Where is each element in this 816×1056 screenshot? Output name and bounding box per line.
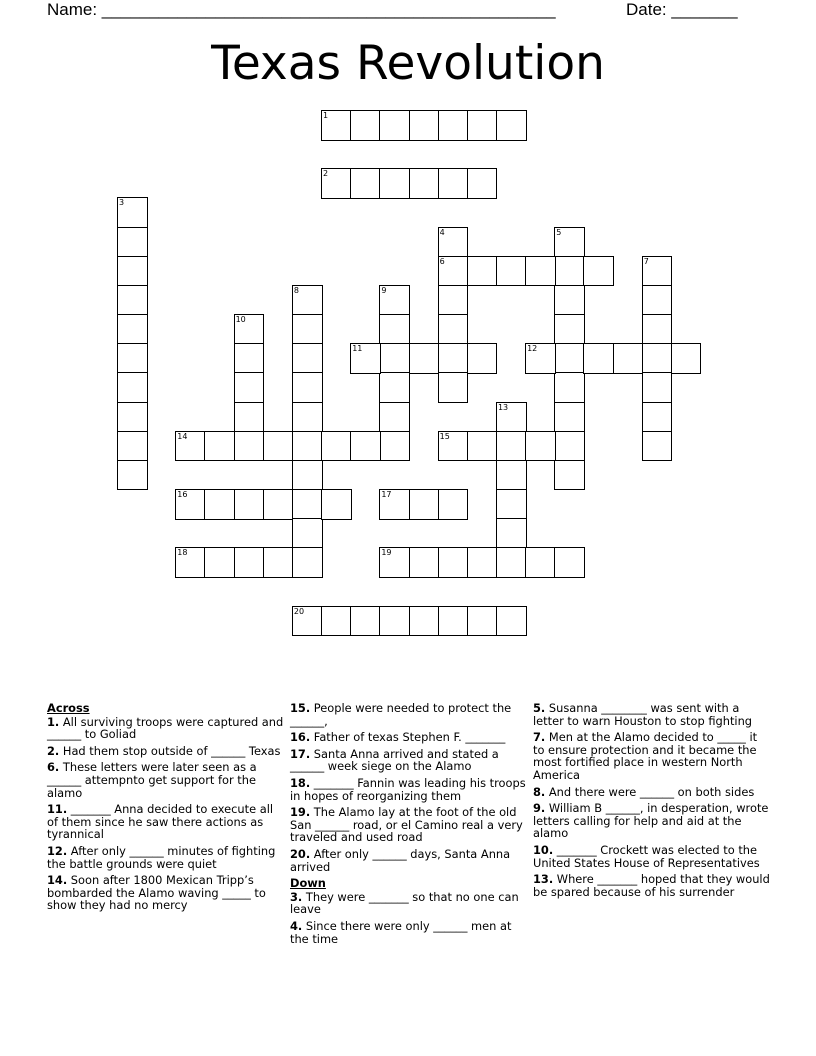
- clues-column-2: [290, 702, 528, 949]
- clue-text: After only ______ minutes of fighting the battle grounds were quiet: [47, 843, 276, 871]
- grid-cell[interactable]: [321, 489, 352, 520]
- page-title: Texas Revolution: [211, 36, 605, 91]
- grid-cell[interactable]: [642, 314, 673, 345]
- grid-cell[interactable]: [263, 431, 294, 462]
- clue-across-18: [290, 777, 528, 802]
- grid-cell[interactable]: [642, 343, 673, 374]
- down-heading: Down: [290, 876, 326, 891]
- grid-cell[interactable]: [642, 402, 673, 433]
- grid-cell[interactable]: [438, 372, 469, 403]
- clue-text: All surviving troops were captured and ______ to Goliad: [47, 714, 284, 742]
- grid-cell[interactable]: [438, 168, 469, 199]
- grid-cell[interactable]: [234, 372, 265, 403]
- grid-cell[interactable]: [117, 402, 148, 433]
- grid-cell[interactable]: [554, 431, 585, 462]
- cell-number: 2: [323, 169, 329, 179]
- grid-cell[interactable]: [496, 489, 527, 520]
- grid-cell[interactable]: [204, 431, 235, 462]
- grid-cell[interactable]: [175, 431, 206, 462]
- clue-text: Men at the Alamo decided to _____ it to ensure protection and it became the most fortified place in western North America: [533, 730, 758, 782]
- grid-cell[interactable]: [379, 343, 410, 374]
- clue-text: Since there were only ______ men at the time: [290, 918, 512, 946]
- grid-cell[interactable]: [554, 372, 585, 403]
- grid-cell[interactable]: [467, 343, 498, 374]
- grid-cell[interactable]: [379, 372, 410, 403]
- clue-number: 5.: [533, 701, 546, 715]
- grid-cell[interactable]: [438, 547, 469, 578]
- grid-cell[interactable]: [204, 547, 235, 578]
- clue-down-10: [533, 844, 771, 869]
- grid-cell[interactable]: [642, 372, 673, 403]
- grid-cell[interactable]: [467, 110, 498, 141]
- cell-number: 5: [556, 227, 562, 237]
- clue-number: 13.: [533, 872, 554, 887]
- grid-cell[interactable]: [117, 343, 148, 374]
- clue-across-15: [290, 702, 528, 727]
- grid-cell[interactable]: [292, 606, 323, 637]
- cell-number: 12: [527, 344, 538, 354]
- grid-cell[interactable]: [438, 431, 469, 462]
- clue-text: These letters were later seen as a ______ attempnto get support for the alamo: [47, 760, 257, 800]
- clue-number: 16.: [290, 730, 311, 745]
- clue-down-9: [533, 802, 771, 840]
- grid-cell[interactable]: [234, 431, 265, 462]
- clue-text: They were _______ so that no one can leave: [290, 889, 519, 917]
- grid-cell[interactable]: [409, 343, 440, 374]
- clue-number: 7.: [533, 730, 546, 745]
- clue-down-8: [533, 786, 771, 799]
- clue-number: 1.: [47, 714, 60, 729]
- clue-number: 10.: [533, 842, 554, 857]
- grid-cell[interactable]: [525, 547, 556, 578]
- cell-number: 4: [439, 227, 445, 237]
- grid-cell[interactable]: [321, 110, 352, 141]
- grid-cell[interactable]: [642, 285, 673, 316]
- cell-number: 14: [177, 431, 188, 441]
- grid-cell[interactable]: [292, 489, 323, 520]
- grid-cell[interactable]: [438, 314, 469, 345]
- clue-number: 4.: [290, 918, 303, 933]
- clue-across-11: [47, 803, 285, 841]
- grid-cell[interactable]: [175, 489, 206, 520]
- grid-cell[interactable]: [409, 110, 440, 141]
- grid-cell[interactable]: [525, 256, 556, 287]
- clue-number: 20.: [290, 846, 311, 861]
- grid-cell[interactable]: [292, 343, 323, 374]
- clue-text: The Alamo lay at the foot of the old San ______ road, or el Camino real a very traveled and used road: [290, 805, 523, 845]
- grid-cell[interactable]: [350, 343, 381, 374]
- grid-cell[interactable]: [496, 606, 527, 637]
- grid-cell[interactable]: [438, 256, 469, 287]
- cell-number: 3: [119, 198, 125, 208]
- name-field[interactable]: Name: ________________________________________________: [47, 0, 556, 19]
- grid-cell[interactable]: [321, 606, 352, 637]
- grid-cell[interactable]: [350, 606, 381, 637]
- clue-across-16: [290, 731, 528, 744]
- grid-cell[interactable]: [671, 343, 702, 374]
- clue-text: Susanna ________ was sent with a letter to warn Houston to stop fighting: [533, 701, 753, 728]
- grid-cell[interactable]: [467, 431, 498, 462]
- clue-number: 19.: [290, 805, 311, 820]
- grid-cell[interactable]: [554, 343, 585, 374]
- clue-number: 18.: [290, 775, 311, 790]
- grid-cell[interactable]: [642, 256, 673, 287]
- grid-cell[interactable]: [117, 227, 148, 258]
- clue-number: 2.: [47, 743, 60, 758]
- cell-number: 11: [352, 344, 363, 354]
- date-field[interactable]: Date: _______: [626, 0, 738, 19]
- grid-cell[interactable]: [583, 343, 614, 374]
- clues-column-3: [533, 702, 771, 902]
- grid-cell[interactable]: [496, 431, 527, 462]
- grid-cell[interactable]: [117, 431, 148, 462]
- clue-down-5: [533, 702, 771, 727]
- grid-cell[interactable]: [292, 285, 323, 316]
- grid-cell[interactable]: [234, 547, 265, 578]
- grid-cell[interactable]: [263, 547, 294, 578]
- grid-cell[interactable]: [438, 227, 469, 258]
- grid-cell[interactable]: [117, 256, 148, 287]
- grid-cell[interactable]: [438, 110, 469, 141]
- clue-across-14: [47, 874, 285, 912]
- clue-number: 14.: [47, 873, 68, 888]
- grid-cell[interactable]: [554, 402, 585, 433]
- grid-cell[interactable]: [554, 227, 585, 258]
- grid-cell[interactable]: [379, 168, 410, 199]
- grid-cell[interactable]: [379, 489, 410, 520]
- grid-cell[interactable]: [467, 168, 498, 199]
- grid-cell[interactable]: [409, 606, 440, 637]
- grid-cell[interactable]: [554, 285, 585, 316]
- grid-cell[interactable]: [321, 431, 352, 462]
- grid-cell[interactable]: [642, 431, 673, 462]
- clue-text: After only ______ days, Santa Anna arrived: [290, 846, 511, 874]
- clue-number: 8.: [533, 784, 546, 799]
- clue-number: 6.: [47, 760, 60, 775]
- clues-column-1: [47, 702, 285, 916]
- grid-cell[interactable]: [409, 168, 440, 199]
- grid-cell[interactable]: [496, 110, 527, 141]
- clue-across-20: [290, 848, 528, 873]
- grid-cell[interactable]: [117, 460, 148, 491]
- cell-number: 8: [293, 285, 299, 295]
- grid-cell[interactable]: [292, 314, 323, 345]
- cell-number: 6: [439, 256, 445, 266]
- grid-cell[interactable]: [438, 343, 469, 374]
- grid-cell[interactable]: [467, 547, 498, 578]
- grid-cell[interactable]: [583, 256, 614, 287]
- clue-across-19: [290, 806, 528, 844]
- cell-number: 17: [381, 489, 392, 499]
- clue-text: William B ______, in desperation, wrote letters calling for help and aid at the alamo: [533, 801, 769, 841]
- cell-number: 15: [439, 431, 450, 441]
- clue-text: People were needed to protect the ______,: [290, 701, 512, 728]
- clue-across-17: [290, 748, 528, 773]
- clue-number: 17.: [290, 746, 311, 761]
- grid-cell[interactable]: [554, 547, 585, 578]
- cell-number: 20: [293, 606, 305, 616]
- clue-text: Santa Anna arrived and stated a ______ week siege on the Alamo: [290, 746, 499, 774]
- grid-cell[interactable]: [234, 489, 265, 520]
- grid-cell[interactable]: [117, 314, 148, 345]
- clue-text: _______ Fannin was leading his troops in hopes of reorganizing them: [290, 775, 526, 803]
- grid-cell[interactable]: [379, 606, 410, 637]
- clue-text: _______ Crockett was elected to the United States House of Representatives: [533, 842, 760, 870]
- grid-cell[interactable]: [350, 431, 381, 462]
- grid-cell[interactable]: [554, 460, 585, 491]
- clue-text: Father of texas Stephen F. _______: [310, 730, 506, 745]
- grid-cell[interactable]: [525, 431, 556, 462]
- grid-cell[interactable]: [234, 314, 265, 345]
- grid-cell[interactable]: [117, 372, 148, 403]
- clue-down-7: [533, 731, 771, 781]
- grid-cell[interactable]: [292, 460, 323, 491]
- grid-cell[interactable]: [467, 606, 498, 637]
- grid-cell[interactable]: [496, 460, 527, 491]
- grid-cell[interactable]: [467, 256, 498, 287]
- grid-cell[interactable]: [496, 547, 527, 578]
- grid-cell[interactable]: [379, 431, 410, 462]
- cell-number: 1: [323, 111, 329, 120]
- grid-cell[interactable]: [117, 285, 148, 316]
- grid-cell[interactable]: [234, 402, 265, 433]
- cell-number: 18: [177, 548, 188, 558]
- grid-cell[interactable]: [525, 343, 556, 374]
- clue-number: 9.: [533, 801, 546, 816]
- clue-across-1: [47, 716, 285, 741]
- clue-across-12: [47, 845, 285, 870]
- grid-cell[interactable]: [379, 285, 410, 316]
- clue-text: Had them stop outside of ______ Texas: [59, 743, 281, 758]
- clue-across-2: [47, 745, 285, 758]
- grid-cell[interactable]: [117, 197, 148, 228]
- grid-cell[interactable]: [379, 402, 410, 433]
- grid-cell[interactable]: [379, 314, 410, 345]
- grid-cell[interactable]: [234, 343, 265, 374]
- grid-cell[interactable]: [438, 606, 469, 637]
- grid-cell[interactable]: [292, 402, 323, 433]
- clue-number: 12.: [47, 843, 68, 858]
- grid-cell[interactable]: [292, 431, 323, 462]
- across-heading: Across: [47, 701, 90, 715]
- clue-text: And there were ______ on both sides: [545, 784, 755, 799]
- grid-cell[interactable]: [292, 372, 323, 403]
- grid-cell[interactable]: [554, 314, 585, 345]
- grid-cell[interactable]: [409, 489, 440, 520]
- clue-text: Soon after 1800 Mexican Tripp’s bombarded the Alamo waving _____ to show they had no mercy: [47, 873, 266, 913]
- clue-down-3: [290, 891, 528, 916]
- clue-number: 15.: [290, 701, 311, 715]
- grid-cell[interactable]: [263, 489, 294, 520]
- grid-cell[interactable]: [613, 343, 644, 374]
- cell-number: 10: [235, 315, 246, 325]
- cell-number: 7: [643, 256, 649, 266]
- clue-down-4: [290, 920, 528, 945]
- clue-down-13: [533, 873, 771, 898]
- grid-cell[interactable]: [379, 547, 410, 578]
- grid-cell[interactable]: [496, 256, 527, 287]
- grid-cell[interactable]: [175, 547, 206, 578]
- cell-number: 16: [177, 489, 188, 499]
- grid-cell[interactable]: [292, 547, 323, 578]
- cell-number: 9: [381, 285, 387, 295]
- grid-cell[interactable]: [292, 518, 323, 549]
- clue-number: 11.: [47, 802, 68, 817]
- grid-cell[interactable]: [496, 518, 527, 549]
- clue-across-6: [47, 761, 285, 799]
- grid-cell[interactable]: [204, 489, 235, 520]
- grid-cell[interactable]: [554, 256, 585, 287]
- grid-cell[interactable]: [321, 168, 352, 199]
- cell-number: 19: [381, 548, 392, 558]
- grid-cell[interactable]: [350, 110, 381, 141]
- cell-number: 13: [497, 402, 509, 412]
- clue-text: _______ Anna decided to execute all of them since he saw there actions as tyrannical: [47, 802, 274, 842]
- grid-cell[interactable]: [350, 168, 381, 199]
- grid-cell[interactable]: [438, 285, 469, 316]
- clue-number: 3.: [290, 889, 303, 904]
- grid-cell[interactable]: [496, 402, 527, 433]
- grid-cell[interactable]: [379, 110, 410, 141]
- clue-text: Where _______ hoped that they would be spared because of his surrender: [533, 872, 770, 899]
- grid-cell[interactable]: [409, 547, 440, 578]
- grid-cell[interactable]: [438, 489, 469, 520]
